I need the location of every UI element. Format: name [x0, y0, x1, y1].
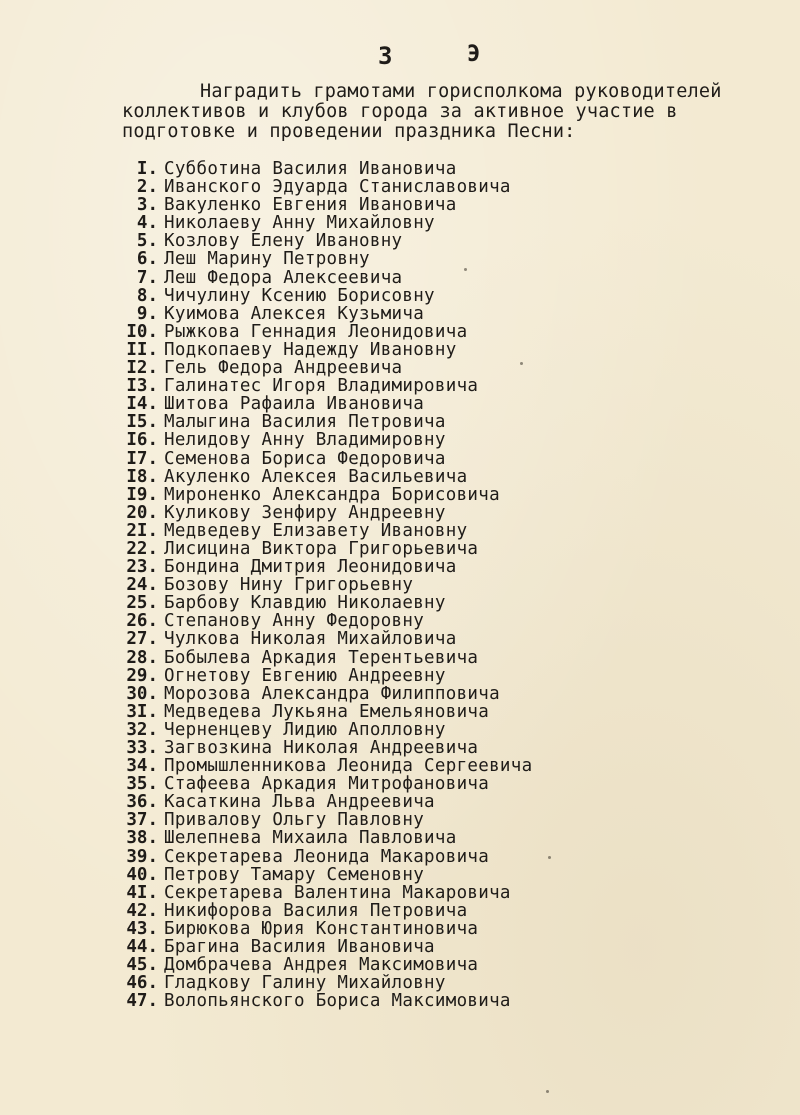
list-item — [110, 703, 750, 721]
awardee-name: Нелидову Анну Владимировну — [164, 430, 446, 451]
awardee-name: Волопьянского Бориса Максимовича — [164, 991, 511, 1012]
item-number: 20. — [126, 502, 158, 523]
list-item — [110, 214, 750, 232]
awardee-name: Брагина Василия Ивановича — [164, 937, 435, 958]
intro-line: Наградить грамотами горисполкома руководителей — [200, 81, 722, 102]
list-item — [110, 920, 750, 938]
page-number: 3 — [378, 42, 394, 70]
list-item — [110, 612, 750, 630]
list-item — [110, 450, 750, 468]
item-number: 9. — [136, 303, 158, 324]
awardee-name: Куимова Алексея Кузьмича — [164, 303, 425, 324]
list-item — [110, 522, 750, 540]
item-number: 47. — [126, 991, 158, 1012]
awardee-name: Лисицина Виктора Григорьевича — [164, 538, 479, 559]
item-number: I9. — [126, 484, 158, 505]
awardee-name: Морозова Александра Филипповича — [164, 683, 500, 704]
awardee-name: Чичулину Ксению Борисовну — [164, 285, 435, 306]
item-number: I8. — [126, 466, 158, 487]
list-item — [110, 431, 750, 449]
awardee-name: Загвозкина Николая Андреевича — [164, 738, 479, 758]
item-number: I0. — [126, 321, 158, 342]
item-number: 4I. — [126, 882, 158, 903]
item-number: I7. — [126, 448, 158, 469]
item-number: 2I. — [126, 520, 158, 541]
item-number: 3. — [136, 195, 158, 216]
awardee-name: Иванского Эдуарда Станиславовича — [164, 177, 511, 198]
item-number: 7. — [136, 267, 158, 288]
list-item — [110, 287, 750, 305]
list-item — [110, 486, 750, 504]
awardee-name: Козлову Елену Ивановну — [164, 231, 403, 252]
list-item — [110, 250, 750, 268]
awardee-name: Домбрачева Андрея Максимовича — [164, 955, 479, 976]
awardee-name: Галинатес Игоря Владимировича — [164, 376, 479, 397]
list-item — [110, 323, 750, 341]
item-number: 23. — [126, 557, 158, 578]
list-item — [110, 377, 750, 395]
list-item — [110, 160, 750, 178]
list-item — [110, 848, 750, 866]
awardee-name: Петрову Тамару Семеновну — [164, 864, 425, 885]
item-number: 40. — [126, 864, 158, 885]
item-number: I6. — [126, 430, 158, 451]
list-item — [110, 359, 750, 377]
list-item — [110, 558, 750, 576]
awardee-name: Гладкову Галину Михайловну — [164, 973, 446, 994]
list-item — [110, 775, 750, 793]
list-item — [110, 739, 750, 757]
list-item — [110, 504, 750, 522]
list-item — [110, 938, 750, 956]
list-item — [110, 305, 750, 323]
item-number: 5. — [136, 231, 158, 252]
item-number: I5. — [126, 412, 158, 433]
awardee-name: Николаеву Анну Михайловну — [164, 213, 435, 234]
list-item — [110, 974, 750, 992]
awardee-name: Малыгина Василия Петровича — [164, 412, 446, 433]
awardee-name: Огнетову Евгению Андреевну — [164, 665, 446, 686]
awardee-name: Бирюкова Юрия Константиновича — [164, 918, 479, 939]
awardee-name: Субботина Василия Ивановича — [164, 159, 457, 179]
item-number: I4. — [126, 394, 158, 415]
list-item — [110, 902, 750, 920]
awardee-name: Гель Федора Андреевича — [164, 358, 403, 379]
item-number: 3I. — [126, 701, 158, 722]
list-item — [110, 630, 750, 648]
item-number: I. — [136, 159, 158, 179]
list-item — [110, 395, 750, 413]
awardee-name: Никифорова Василия Петровича — [164, 900, 468, 921]
item-number: 46. — [126, 973, 158, 994]
item-number: 2. — [136, 177, 158, 198]
item-number: I3. — [126, 376, 158, 397]
item-number: 28. — [126, 647, 158, 668]
list-item — [110, 992, 750, 1010]
list-item — [110, 594, 750, 612]
awardee-name: Секретарева Леонида Макаровича — [164, 846, 490, 867]
list-item — [110, 811, 750, 829]
item-number: 37. — [126, 810, 158, 831]
item-number: 6. — [136, 249, 158, 270]
awardee-name: Бозову Нину Григорьевну — [164, 575, 414, 596]
awardee-name: Бондина Дмитрия Леонидовича — [164, 557, 457, 578]
list-item — [110, 829, 750, 847]
list-item — [110, 232, 750, 250]
list-item — [110, 866, 750, 884]
list-item — [110, 793, 750, 811]
item-number: 8. — [136, 285, 158, 306]
item-number: 38. — [126, 828, 158, 849]
item-number: 32. — [126, 719, 158, 740]
list-item — [110, 576, 750, 594]
intro-line: подготовке и проведении праздника Песни: — [122, 121, 576, 142]
awardee-name: Шелепнева Михаила Павловича — [164, 828, 457, 849]
list-item — [110, 757, 750, 775]
item-number: I2. — [126, 358, 158, 379]
awardee-name: Барбову Клавдию Николаевну — [164, 593, 446, 614]
item-number: II. — [126, 339, 158, 360]
list-item — [110, 540, 750, 558]
list-item — [110, 649, 750, 667]
awardee-name: Медведева Лукьяна Емельяновича — [164, 701, 490, 722]
awardee-name: Вакуленко Евгения Ивановича — [164, 195, 457, 216]
intro-paragraph — [122, 82, 782, 142]
list-item — [110, 269, 750, 287]
awardee-name: Куликову Зенфиру Андреевну — [164, 502, 446, 523]
list-item — [110, 884, 750, 902]
awardee-name: Степанову Анну Федоровну — [164, 611, 425, 632]
list-item — [110, 178, 750, 196]
awardee-name: Черненцеву Лидию Аполловну — [164, 719, 446, 740]
awardee-name: Чулкова Николая Михайловича — [164, 629, 457, 650]
list-item — [110, 685, 750, 703]
item-number: 33. — [126, 738, 158, 758]
item-number: 34. — [126, 756, 158, 777]
awardee-name: Промышленникова Леонида Сергеевича — [164, 756, 533, 777]
item-number: 44. — [126, 937, 158, 958]
ink-speck — [546, 1090, 549, 1093]
list-item — [110, 667, 750, 685]
page-mark: Э — [467, 42, 481, 67]
awardee-name: Медведеву Елизавету Ивановну — [164, 520, 468, 541]
awardee-name: Мироненко Александра Борисовича — [164, 484, 500, 505]
item-number: 39. — [126, 846, 158, 867]
awardee-name: Подкопаеву Надежду Ивановну — [164, 339, 457, 360]
item-number: 42. — [126, 900, 158, 921]
awardee-name: Бобылева Аркадия Терентьевича — [164, 647, 479, 668]
awardee-name: Рыжкова Геннадия Леонидовича — [164, 321, 468, 342]
awardee-name: Леш Федора Алексеевича — [164, 267, 403, 288]
ink-speck — [520, 362, 523, 365]
item-number: 24. — [126, 575, 158, 596]
item-number: 29. — [126, 665, 158, 686]
list-item — [110, 413, 750, 431]
awardee-name: Стафеева Аркадия Митрофановича — [164, 774, 490, 795]
list-item — [110, 468, 750, 486]
item-number: 30. — [126, 683, 158, 704]
item-number: 43. — [126, 918, 158, 939]
intro-line: коллективов и клубов города за активное участие в — [122, 101, 678, 122]
item-number: 36. — [126, 792, 158, 813]
item-number: 35. — [126, 774, 158, 795]
item-number: 27. — [126, 629, 158, 650]
item-number: 25. — [126, 593, 158, 614]
item-number: 26. — [126, 611, 158, 632]
ink-speck — [464, 268, 467, 271]
awardee-name: Касаткина Льва Андреевича — [164, 792, 435, 813]
item-number: 45. — [126, 955, 158, 976]
ink-speck — [548, 856, 551, 859]
awardee-name: Привалову Ольгу Павловну — [164, 810, 425, 831]
awardee-name: Секретарева Валентина Макаровича — [164, 882, 511, 903]
awardee-name: Шитова Рафаила Ивановича — [164, 394, 425, 415]
awardee-name: Леш Марину Петровну — [164, 249, 370, 270]
awardee-name: Семенова Бориса Федоровича — [164, 448, 446, 469]
awardee-list — [110, 160, 750, 1010]
item-number: 22. — [126, 538, 158, 559]
list-item — [110, 341, 750, 359]
list-item — [110, 721, 750, 739]
awardee-name: Акуленко Алексея Васильевича — [164, 466, 468, 487]
item-number: 4. — [136, 213, 158, 234]
list-item — [110, 196, 750, 214]
list-item — [110, 956, 750, 974]
